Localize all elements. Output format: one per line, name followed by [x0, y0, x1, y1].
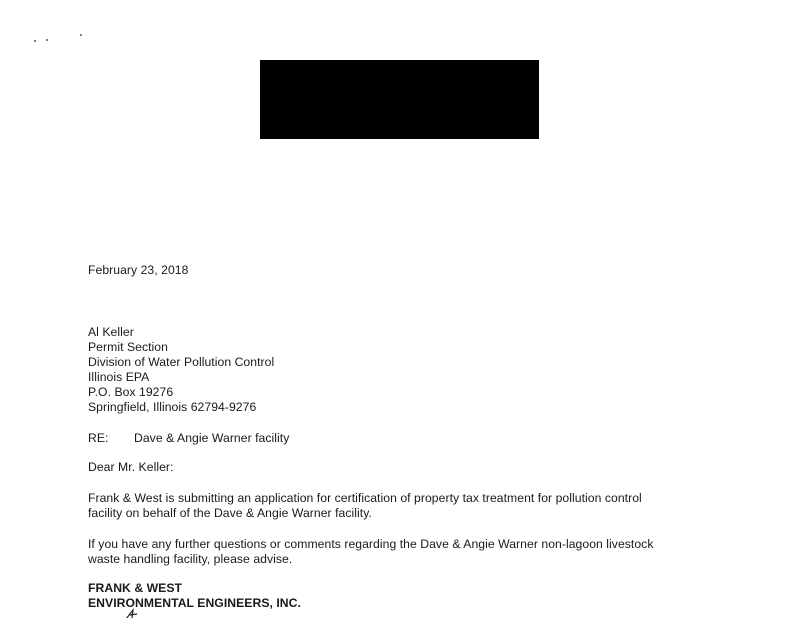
recipient-agency: Illinois EPA	[88, 370, 150, 384]
re-label: RE:	[88, 431, 109, 445]
paragraph-line: waste handling facility, please advise.	[88, 552, 293, 566]
letter-date: February 23, 2018	[88, 263, 189, 277]
paragraph-line: If you have any further questions or comments regarding the Dave & Angie Warner non-lagoon livestock	[88, 537, 654, 551]
signature-stroke-icon	[124, 608, 144, 618]
recipient-division: Division of Water Pollution Control	[88, 355, 275, 369]
recipient-city-state-zip: Springfield, Illinois 62794-9276	[88, 400, 257, 414]
scan-speck	[80, 34, 82, 36]
paragraph-line: Frank & West is submitting an application for certification of property tax treatment for pollution control	[88, 491, 642, 505]
re-line	[88, 431, 289, 446]
redacted-letterhead	[260, 60, 539, 139]
scan-speck	[46, 39, 48, 41]
signature-block	[88, 581, 301, 611]
recipient-name: Al Keller	[88, 325, 134, 339]
scan-speck	[34, 40, 36, 42]
recipient-section: Permit Section	[88, 340, 168, 354]
paragraph-line: facility on behalf of the Dave & Angie Warner facility.	[88, 506, 372, 520]
firm-name-line-2: ENVIRONMENTAL ENGINEERS, INC.	[88, 596, 301, 610]
body-paragraph-1	[88, 491, 642, 521]
body-paragraph-2	[88, 537, 653, 567]
scan-specks	[34, 32, 94, 46]
salutation: Dear Mr. Keller:	[88, 460, 174, 474]
recipient-address	[88, 325, 274, 415]
recipient-po-box: P.O. Box 19276	[88, 385, 174, 399]
firm-name-line-1: FRANK & WEST	[88, 581, 183, 595]
re-subject: Dave & Angie Warner facility	[134, 431, 290, 445]
